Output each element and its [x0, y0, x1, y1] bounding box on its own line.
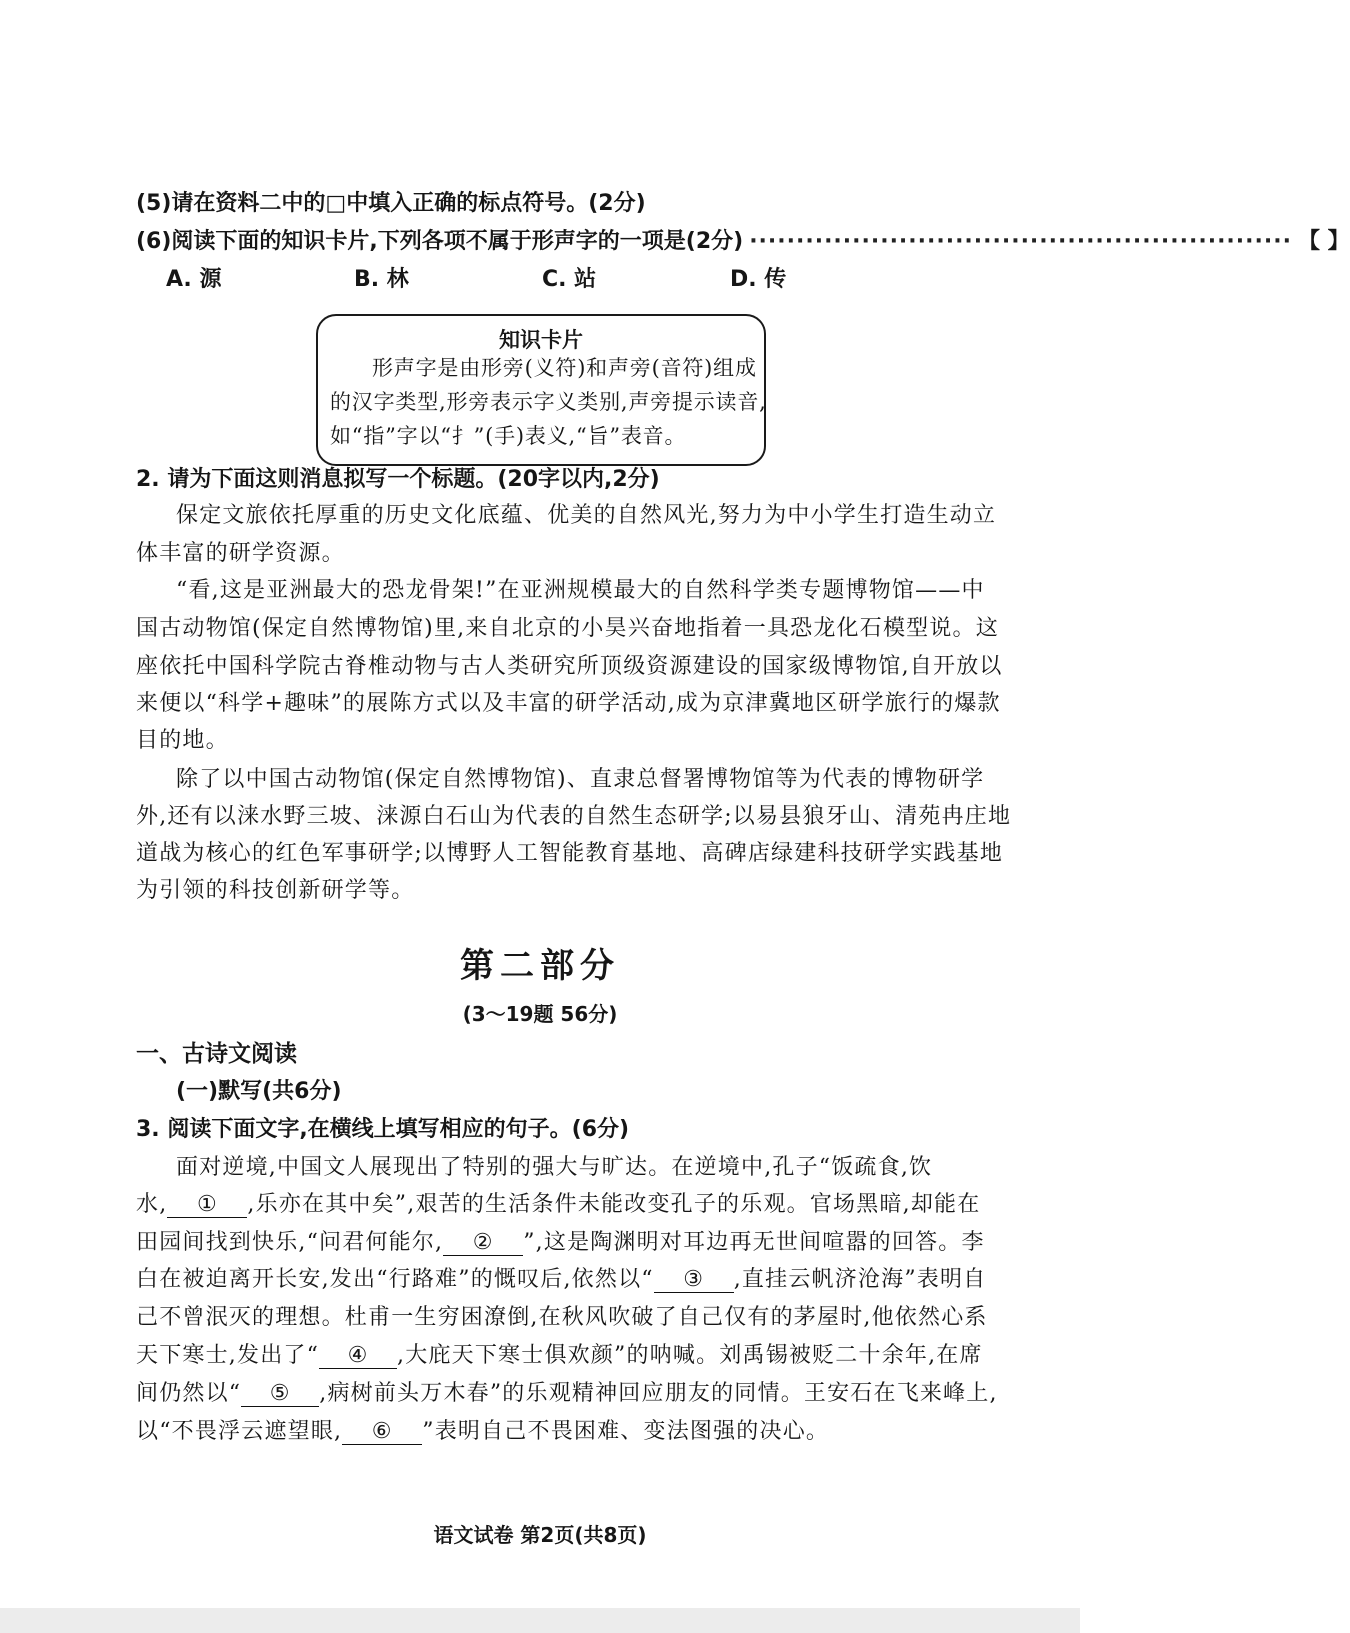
news-paragraph-line: 座依托中国科学院古脊椎动物与古人类研究所顶级资源建设的国家级博物馆,自开放以: [136, 654, 1003, 679]
passage-text: ,乐亦在其中矣”,艰苦的生活条件未能改变孔子的乐观。官场黑暗,却能在: [247, 1192, 981, 1217]
question-2-prompt: 2. 请为下面这则消息拟写一个标题。(20字以内,2分): [136, 467, 660, 492]
blank-2[interactable]: ②: [443, 1231, 523, 1256]
passage-line: [136, 1342, 983, 1370]
passage-text: ”,这是陶渊明对耳边再无世间喧嚣的回答。李: [523, 1230, 985, 1255]
passage-text: ,病树前头万木春”的乐观精神回应朋友的同情。王安石在飞来峰上,: [319, 1381, 998, 1406]
news-paragraph-line: 外,还有以涞水野三坡、涞源白石山为代表的自然生态研学;以易县狼牙山、清苑冉庄地: [136, 804, 1012, 829]
passage-text: 白在被迫离开长安,发出“行路难”的慨叹后,依然以“: [136, 1267, 654, 1292]
news-paragraph-line: 体丰富的研学资源。: [136, 541, 345, 566]
knowledge-card-line: 如“指”字以“扌”(手)表义,“旨”表音。: [330, 424, 687, 448]
question-6-options: [166, 266, 992, 294]
news-paragraph-line: 道战为核心的红色军事研学;以博野人工智能教育基地、高碑店绿建科技研学实践基地: [136, 841, 1004, 866]
option-c: C. 站: [542, 267, 597, 292]
passage-text: 田园间找到快乐,“问君何能尔,: [136, 1230, 444, 1255]
part-2-title: 第二部分: [460, 946, 620, 986]
passage-text: 以“不畏浮云遮望眼,: [136, 1419, 343, 1444]
question-6-leader-dots: ··························································: [749, 229, 1292, 254]
blank-3[interactable]: ③: [654, 1268, 734, 1293]
passage-text: ,直挂云帆济沧海”表明自: [733, 1267, 987, 1292]
page-footer: 语文试卷 第2页(共8页): [433, 1523, 647, 1547]
news-paragraph-line: “看,这是亚洲最大的恐龙骨架!”在亚洲规模最大的自然科学类专题博物馆——中: [176, 578, 985, 603]
news-paragraph-line: 来便以“科学+趣味”的展陈方式以及丰富的研学活动,成为京津冀地区研学旅行的爆款: [136, 691, 1001, 716]
passage-line: 面对逆境,中国文人展现出了特别的强大与旷达。在逆境中,孔子“饭疏食,饮: [176, 1155, 933, 1180]
option-b: B. 林: [354, 267, 409, 292]
question-6-text: (6)阅读下面的知识卡片,下列各项不属于形声字的一项是(2分): [136, 229, 744, 254]
blank-4[interactable]: ④: [319, 1344, 397, 1369]
question-3-prompt: 3. 阅读下面文字,在横线上填写相应的句子。(6分): [136, 1117, 630, 1142]
passage-line: [136, 1266, 987, 1294]
passage-text: 天下寒士,发出了“: [136, 1343, 320, 1368]
part-2-subtitle: (3～19题 56分): [462, 1002, 618, 1026]
passage-line: 己不曾泯灭的理想。杜甫一生穷困潦倒,在秋风吹破了自己仅有的茅屋时,他依然心系: [136, 1305, 988, 1330]
blank-6[interactable]: ⑥: [342, 1420, 422, 1445]
news-paragraph-line: 保定文旅依托厚重的历史文化底蕴、优美的自然风光,努力为中小学生打造生动立: [176, 503, 997, 528]
news-paragraph-line: 目的地。: [136, 728, 229, 753]
passage-text: ,大庇天下寒士俱欢颜”的呐喊。刘禹锡被贬二十余年,在席: [397, 1343, 983, 1368]
news-paragraph-line: 为引领的科技创新研学等。: [136, 878, 415, 903]
scan-edge: [0, 1608, 1080, 1633]
question-6: [136, 228, 1350, 256]
passage-line: [136, 1418, 962, 1446]
passage-line: [136, 1229, 985, 1257]
question-5: (5)请在资料二中的□中填入正确的标点符号。(2分): [136, 191, 646, 216]
knowledge-card-line: 形声字是由形旁(义符)和声旁(音符)组成: [372, 356, 757, 380]
blank-1[interactable]: ①: [167, 1193, 247, 1218]
option-a: A. 源: [166, 267, 222, 292]
subsection-title: (一)默写(共6分): [176, 1079, 342, 1104]
knowledge-card-title: 知识卡片: [499, 328, 583, 352]
blank-5[interactable]: ⑤: [241, 1382, 319, 1407]
passage-line: [136, 1191, 981, 1219]
news-paragraph-line: 国古动物馆(保定自然博物馆)里,来自北京的小昊兴奋地指着一具恐龙化石模型说。这: [136, 616, 999, 641]
passage-text: 间仍然以“: [136, 1381, 242, 1406]
knowledge-card: [316, 314, 766, 466]
option-d: D. 传: [730, 267, 787, 292]
knowledge-card-line: 的汉字类型,形旁表示字义类别,声旁提示读音,: [330, 390, 767, 414]
section-1-title: 一、古诗文阅读: [136, 1041, 297, 1067]
news-paragraph-line: 除了以中国古动物馆(保定自然博物馆)、直隶总督署博物馆等为代表的博物研学: [176, 767, 985, 792]
answer-bracket: 【 】: [1297, 229, 1350, 254]
passage-text: 水,: [136, 1192, 168, 1217]
passage-text: ”表明自己不畏困难、变法图强的决心。: [422, 1419, 830, 1444]
passage-line: [136, 1380, 998, 1408]
